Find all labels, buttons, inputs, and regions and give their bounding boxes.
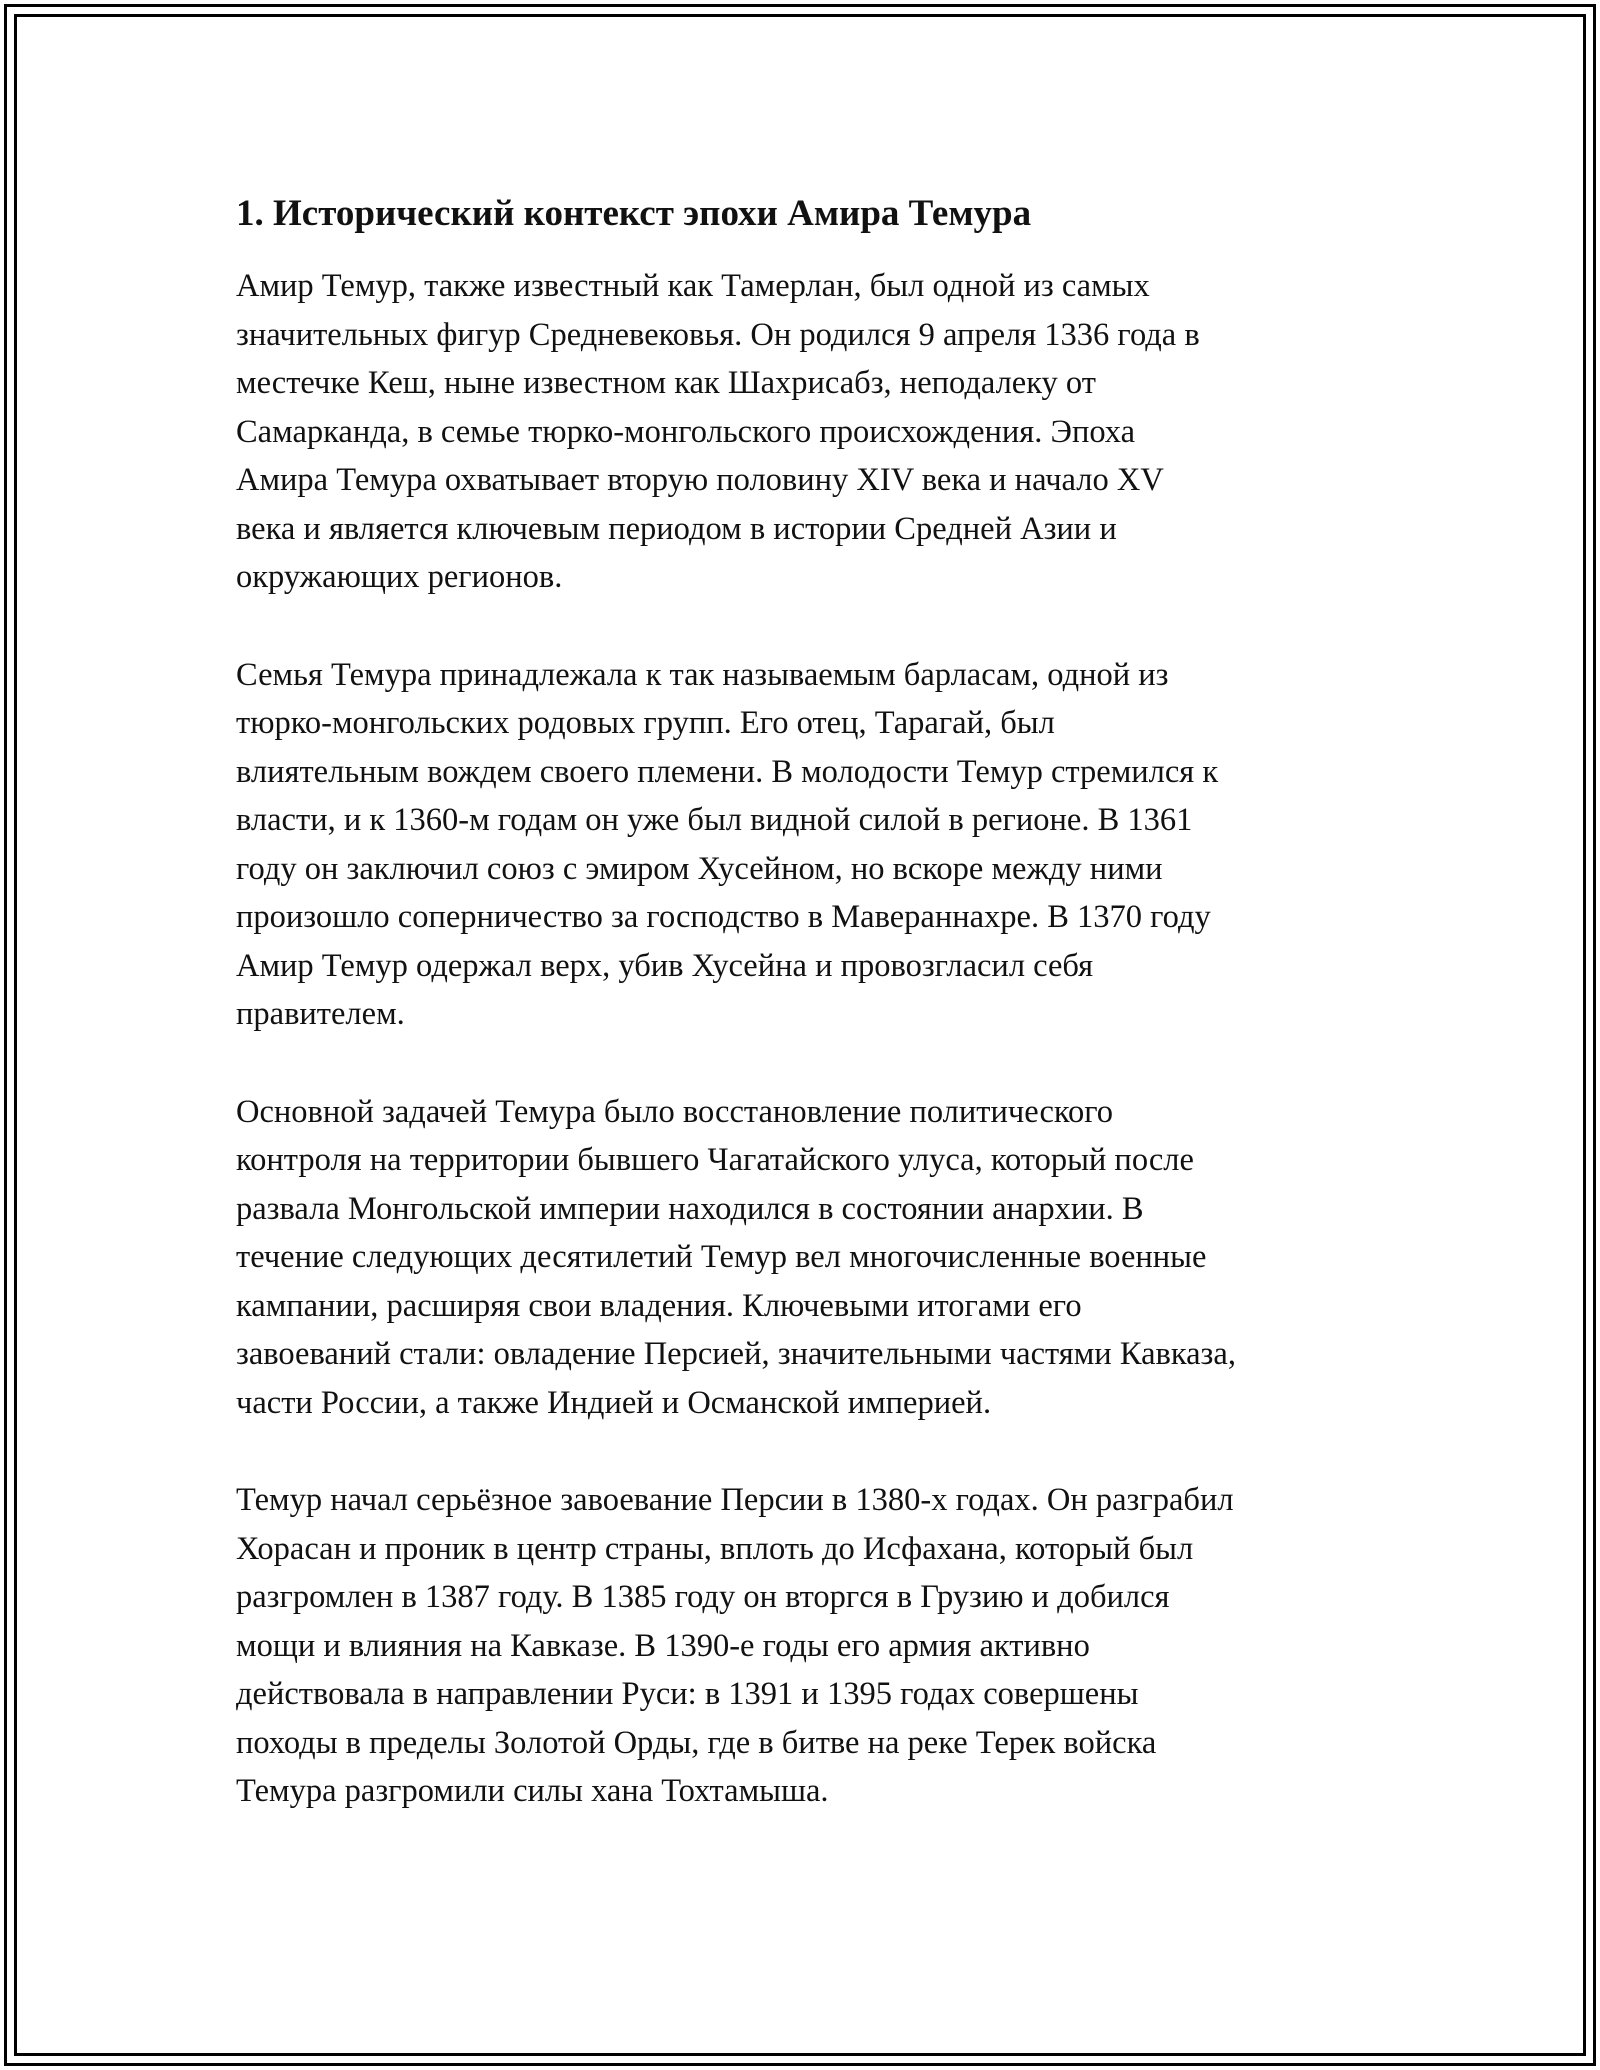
paragraph — [236, 262, 1386, 602]
paragraph — [236, 1476, 1386, 1816]
paragraph-line: завоеваний стали: овладение Персией, значительными частями Кавказа, — [236, 1336, 1236, 1372]
paragraph-line: походы в пределы Золотой Орды, где в битве на реке Терек войска — [236, 1724, 1157, 1761]
paragraph-line: власти, и к 1360-м годам он уже был видной силой в регионе. В 1361 — [236, 802, 1193, 838]
paragraph-line: Амир Темур, также известный как Тамерлан, был одной из самых — [236, 268, 1150, 304]
paragraph-line: значительных фигур Средневековья. Он родился 9 апреля 1336 года в — [236, 316, 1200, 353]
paragraph-line: Хорасан и проник в центр страны, вплоть до Исфахана, который был — [236, 1530, 1194, 1567]
paragraph-line: течение следующих десятилетий Темур вел многочисленные военные — [236, 1239, 1207, 1275]
paragraph-line: развала Монгольской империи находился в состоянии анархии. В — [236, 1190, 1144, 1227]
paragraph-line: Темура разгромили силы хана Тохтамыша. — [236, 1773, 829, 1809]
paragraph-line: тюрко-монгольских родовых групп. Его отец, Тарагай, был — [236, 705, 1055, 741]
paragraph-line: правителем. — [236, 996, 405, 1032]
paragraph-line: Амира Темура охватывает вторую половину XIV века и начало XV — [236, 462, 1164, 498]
paragraph-line: разгромлен в 1387 году. В 1385 году он вторгся в Грузию и добился — [236, 1579, 1170, 1615]
paragraph-line: Самарканда, в семье тюрко-монгольского происхождения. Эпоха — [236, 413, 1136, 450]
paragraph-line: действовала в направлении Руси: в 1391 и 1395 годах совершены — [236, 1676, 1139, 1712]
paragraph-line: контроля на территории бывшего Чагатайского улуса, который после — [236, 1142, 1194, 1178]
paragraph-line: века и является ключевым периодом в истории Средней Азии и — [236, 510, 1117, 547]
paragraph-line: Амир Темур одержал верх, убив Хусейна и провозгласил себя — [236, 947, 1094, 984]
paragraph-line: местечке Кеш, ныне известном как Шахрисабз, неподалеку от — [236, 365, 1096, 401]
paragraph-line: кампании, расширяя свои владения. Ключевыми итогами его — [236, 1287, 1082, 1324]
paragraph-line: части России, а также Индией и Османской империей. — [236, 1384, 992, 1421]
section-heading: 1. Исторический контекст эпохи Амира Темура — [236, 193, 1032, 234]
paragraph-line: мощи и влияния на Кавказе. В 1390-е годы его армия активно — [236, 1627, 1090, 1664]
paragraph-line: произошло соперничество за господство в Мавераннахре. В 1370 году — [236, 899, 1211, 935]
paragraph-line: окружающих регионов. — [236, 559, 563, 595]
paragraph — [236, 1088, 1386, 1428]
paragraph-line: Темур начал серьёзное завоевание Персии в 1380-х годах. Он разграбил — [236, 1482, 1234, 1518]
paragraph-line: году он заключил союз с эмиром Хусейном, но вскоре между ними — [236, 850, 1163, 887]
paragraph-line: Семья Темура принадлежала к так называемым барласам, одной из — [236, 656, 1169, 693]
paragraph-line: Основной задачей Темура было восстановление политического — [236, 1093, 1114, 1130]
paragraph — [236, 651, 1386, 1039]
document-body — [236, 186, 1386, 1865]
paragraph-line: влиятельным вождем своего племени. В молодости Темур стремился к — [236, 753, 1219, 790]
paragraphs — [236, 262, 1386, 1816]
